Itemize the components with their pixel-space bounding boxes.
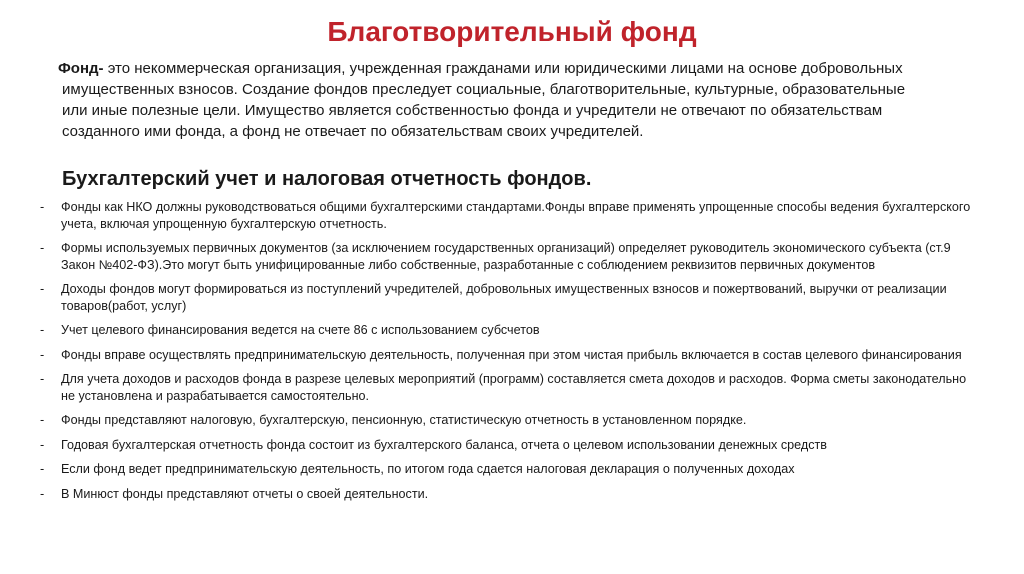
list-item-text: Учет целевого финансирования ведется на счете 86 с использованием субсчетов: [61, 323, 540, 337]
list-item-text: Для учета доходов и расходов фонда в разрезе целевых мероприятий (программ) составляется смета доходов и расходов. Форма сметы законодательно не установлена и разрабатывается самостоятельно.: [61, 372, 967, 403]
bullet-list: [40, 199, 980, 510]
list-item: [40, 322, 980, 339]
bullet-dash: -: [40, 241, 45, 255]
list-item: [40, 240, 980, 273]
list-item: [40, 281, 980, 314]
list-item: [40, 437, 980, 454]
bullet-dash: -: [40, 282, 45, 296]
list-item-text: Фонды как НКО должны руководствоваться общими бухгалтерскими стандартами.Фонды вправе применять упрощенные способы ведения бухгалтерского учета, включая упрощенную бухгалтерскую отчетность.: [61, 200, 971, 231]
list-item: [40, 461, 980, 478]
definition-text: это некоммерческая организация, учрежденная гражданами или юридическими лицами на основе добровольных имущественных взносов. Создание фондов преследует социальные, благотворительные, культурные, образовательные или иные полезные цели. Имущество является собственностью фонда и учредители не отвечают по обязательствам созданного ими фонда, а фонд не отвечает по обязательствам своих учредителей.: [62, 60, 906, 140]
bullet-dash: -: [40, 323, 45, 337]
bullet-dash: -: [40, 462, 45, 476]
definition-paragraph: [58, 58, 922, 142]
list-item-text: Доходы фондов могут формироваться из поступлений учредителей, добровольных имущественных взносов и пожертвований, выручки от реализации товаров(работ, услуг): [61, 282, 947, 313]
list-item-text: Фонды представляют налоговую, бухгалтерскую, пенсионную, статистическую отчетность в установленном порядке.: [61, 413, 747, 427]
bullet-dash: -: [40, 437, 45, 452]
bullet-dash: -: [40, 413, 45, 427]
section-heading: Бухгалтерский учет и налоговая отчетность фондов.: [62, 168, 592, 190]
list-item-text: В Минюст фонды представляют отчеты о своей деятельности.: [61, 486, 429, 501]
list-item-text: Если фонд ведет предпринимательскую деятельность, по итогом года сдается налоговая декларация о полученных доходах: [61, 462, 795, 476]
page-title: Благотворительный фонд: [327, 16, 697, 47]
list-item-text: Фонды вправе осуществлять предпринимательскую деятельность, полученная при этом чистая прибыль включается в состав целевого финансирования: [61, 347, 962, 362]
list-item: [40, 199, 980, 232]
list-item: [40, 371, 980, 404]
bullet-dash: -: [40, 347, 45, 362]
list-item-text: Годовая бухгалтерская отчетность фонда состоит из бухгалтерского баланса, отчета о целевом использовании денежных средств: [61, 437, 827, 452]
definition-term: Фонд-: [58, 60, 104, 77]
list-item: [40, 412, 980, 429]
bullet-dash: -: [40, 372, 45, 386]
bullet-dash: -: [40, 200, 45, 214]
list-item: [40, 347, 980, 364]
bullet-dash: -: [40, 486, 45, 501]
list-item: [40, 486, 980, 503]
list-item-text: Формы используемых первичных документов (за исключением государственных организаций) определяет руководитель экономического субъекта (ст.9 Закон №402-ФЗ).Это могут быть унифицированные либо собственные, разработанные с соблюдением реквизитов первичных документов: [61, 241, 951, 272]
